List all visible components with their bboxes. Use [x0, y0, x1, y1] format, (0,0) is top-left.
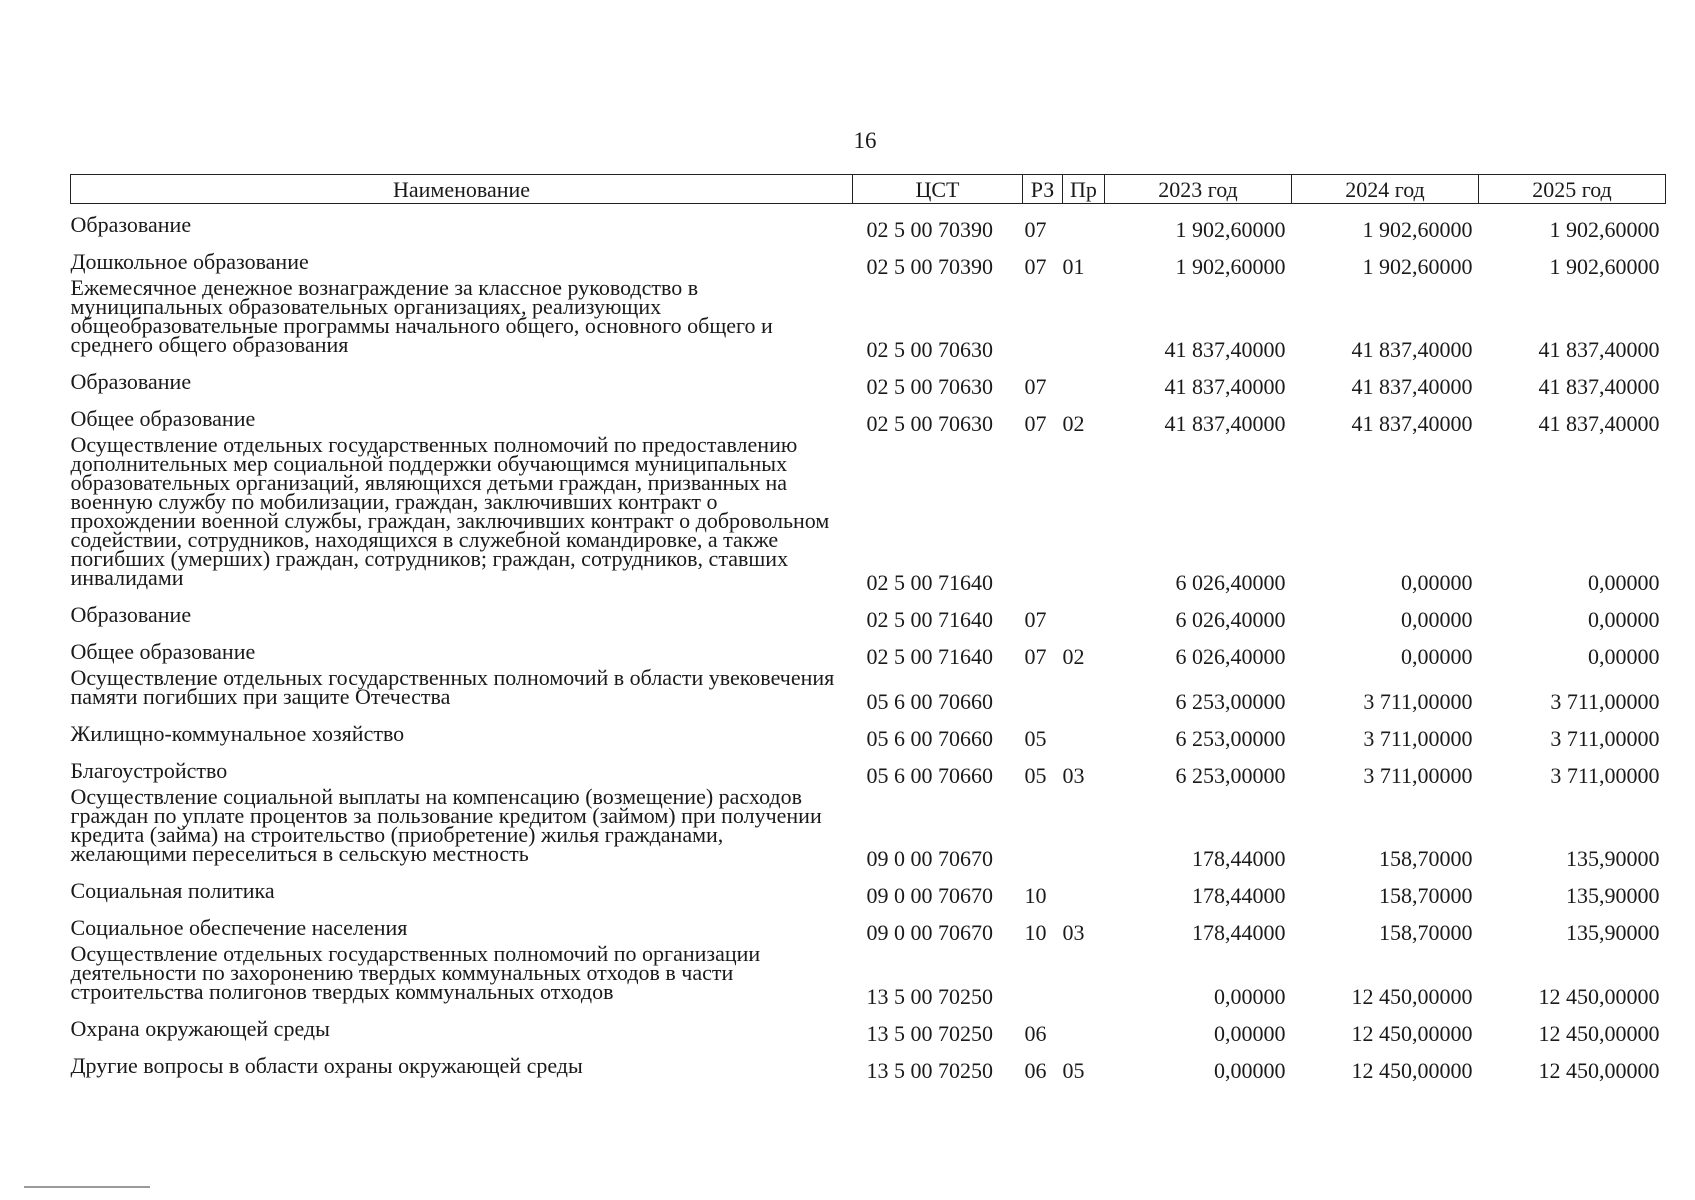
table-row — [71, 435, 1666, 594]
budget-table — [70, 174, 1666, 1082]
row-2023: 41 837,40000 — [1164, 374, 1286, 399]
row-2023: 178,44000 — [1192, 883, 1286, 908]
row-2025: 41 837,40000 — [1538, 374, 1660, 399]
row-rz: 07 — [1024, 644, 1047, 669]
row-pr — [1063, 1008, 1105, 1045]
table-row — [71, 870, 1666, 907]
row-name: Благоустройство — [70, 758, 228, 783]
row-2024: 1 902,60000 — [1362, 217, 1473, 242]
row-name: Другие вопросы в области охраны окружающей среды — [70, 1053, 583, 1078]
row-2025: 12 450,00000 — [1538, 1058, 1660, 1083]
row-2024: 3 711,00000 — [1363, 689, 1473, 714]
table-row — [71, 1008, 1666, 1045]
row-cst: 05 6 00 70660 — [866, 689, 993, 714]
row-2024: 1 902,60000 — [1362, 254, 1473, 279]
row-name: Осуществление социальной выплаты на компенсацию (возмещение) расходов граждан по уплате процентов за пользование кредитом (займом) при получении кредита (займа) на строительство (приобретение) жилья гражданами, желающими переселиться в сельскую местность — [70, 784, 822, 866]
row-pr: 05 — [1062, 1058, 1085, 1083]
row-rz — [1023, 668, 1063, 713]
row-pr — [1063, 594, 1105, 631]
row-2023: 178,44000 — [1192, 846, 1286, 871]
row-rz: 10 — [1024, 920, 1047, 945]
row-cst: 05 6 00 70660 — [866, 763, 993, 788]
row-name: Осуществление отдельных государственных полномочий по организации деятельности по захоронению твердых коммунальных отходов в части строительства полигонов твердых коммунальных отходов — [70, 941, 761, 1004]
row-cst: 02 5 00 70390 — [866, 217, 993, 242]
row-name: Жилищно-коммунальное хозяйство — [70, 721, 405, 746]
header-2023: 2023 год — [1105, 175, 1292, 204]
row-2023: 1 902,60000 — [1175, 254, 1286, 279]
row-2024: 41 837,40000 — [1351, 411, 1473, 436]
row-2023: 6 253,00000 — [1175, 726, 1286, 751]
row-rz: 10 — [1024, 883, 1047, 908]
table-row — [71, 1045, 1666, 1082]
table-row — [71, 907, 1666, 944]
scan-edge-line — [24, 1186, 150, 1188]
table-row — [71, 398, 1666, 435]
table-row — [71, 668, 1666, 713]
row-cst: 02 5 00 71640 — [866, 644, 993, 669]
header-pr: Пр — [1063, 175, 1105, 204]
row-rz: 07 — [1024, 607, 1047, 632]
row-2023: 0,00000 — [1214, 1058, 1286, 1083]
row-2023: 1 902,60000 — [1175, 217, 1286, 242]
row-2023: 6 026,40000 — [1175, 607, 1286, 632]
row-rz: 07 — [1024, 374, 1047, 399]
row-rz: 07 — [1024, 217, 1047, 242]
row-2024: 158,70000 — [1379, 846, 1473, 871]
row-name: Дошкольное образование — [70, 249, 309, 274]
header-cst: ЦСТ — [853, 175, 1023, 204]
row-name: Осуществление отдельных государственных полномочий по предоставлению дополнительных мер социальной поддержки обучающимся муниципальных образовательных организаций, являющихся детьми граждан, призванных на военную службу по мобилизации, граждан, заключивших контракт о прохождении военной службы, граждан, заключивших контракт о добровольном содействии, сотрудников, находящихся в служебной командировке, а также погибших (умерших) граждан, сотрудников; граждан, сотрудников, ставших инвалидами — [70, 432, 830, 590]
header-2024: 2024 год — [1292, 175, 1479, 204]
row-2023: 6 026,40000 — [1175, 570, 1286, 595]
row-cst: 13 5 00 70250 — [866, 984, 993, 1009]
row-2025: 0,00000 — [1588, 607, 1660, 632]
row-rz: 07 — [1024, 254, 1047, 279]
row-pr — [1063, 787, 1105, 870]
row-pr — [1063, 944, 1105, 1008]
row-2023: 6 026,40000 — [1175, 644, 1286, 669]
row-2024: 3 711,00000 — [1363, 726, 1473, 751]
row-cst: 02 5 00 70390 — [866, 254, 993, 279]
row-2025: 12 450,00000 — [1538, 1021, 1660, 1046]
row-2025: 0,00000 — [1588, 644, 1660, 669]
row-2024: 158,70000 — [1379, 920, 1473, 945]
row-2024: 12 450,00000 — [1351, 1021, 1473, 1046]
row-cst: 13 5 00 70250 — [866, 1021, 993, 1046]
row-pr — [1063, 713, 1105, 750]
row-2024: 0,00000 — [1401, 570, 1473, 595]
row-pr: 02 — [1062, 644, 1085, 669]
row-2025: 135,90000 — [1566, 883, 1660, 908]
row-name: Образование — [70, 602, 192, 627]
table-header — [71, 175, 1666, 204]
row-2024: 0,00000 — [1401, 607, 1473, 632]
row-2024: 158,70000 — [1379, 883, 1473, 908]
row-rz: 06 — [1024, 1058, 1047, 1083]
row-cst: 09 0 00 70670 — [866, 883, 993, 908]
row-2024: 12 450,00000 — [1351, 1058, 1473, 1083]
row-pr: 03 — [1062, 920, 1085, 945]
row-name: Общее образование — [70, 406, 256, 431]
row-2024: 3 711,00000 — [1363, 763, 1473, 788]
row-2025: 0,00000 — [1588, 570, 1660, 595]
table-row — [71, 944, 1666, 1008]
row-2024: 41 837,40000 — [1351, 374, 1473, 399]
table-row — [71, 787, 1666, 870]
table-row — [71, 241, 1666, 278]
row-cst: 09 0 00 70670 — [866, 920, 993, 945]
page-number: 16 — [853, 128, 877, 153]
table-row — [71, 594, 1666, 631]
row-name: Общее образование — [70, 639, 256, 664]
row-rz — [1023, 278, 1063, 361]
row-2025: 1 902,60000 — [1549, 254, 1660, 279]
table-row — [71, 204, 1666, 242]
row-pr — [1063, 361, 1105, 398]
row-2023: 41 837,40000 — [1164, 411, 1286, 436]
row-2025: 135,90000 — [1566, 920, 1660, 945]
row-name: Социальное обеспечение населения — [70, 915, 408, 940]
row-2023: 6 253,00000 — [1175, 763, 1286, 788]
table-row — [71, 361, 1666, 398]
row-rz: 07 — [1024, 411, 1047, 436]
table-body — [71, 204, 1666, 1083]
row-2025: 41 837,40000 — [1538, 337, 1660, 362]
header-rz: РЗ — [1023, 175, 1063, 204]
row-pr — [1063, 870, 1105, 907]
row-rz — [1023, 944, 1063, 1008]
row-cst: 02 5 00 71640 — [866, 607, 993, 632]
row-2024: 0,00000 — [1401, 644, 1473, 669]
row-2025: 3 711,00000 — [1550, 689, 1660, 714]
row-2025: 3 711,00000 — [1550, 763, 1660, 788]
row-pr — [1063, 204, 1105, 242]
row-2023: 0,00000 — [1214, 984, 1286, 1009]
row-2025: 135,90000 — [1566, 846, 1660, 871]
row-cst: 13 5 00 70250 — [866, 1058, 993, 1083]
row-cst: 02 5 00 71640 — [866, 570, 993, 595]
row-cst: 02 5 00 70630 — [866, 411, 993, 436]
row-name: Ежемесячное денежное вознаграждение за классное руководство в муниципальных образовательных организациях, реализующих общеобразовательные программы начального общего, основного общего и среднего общего образования — [70, 275, 773, 357]
table-row — [71, 631, 1666, 668]
row-name: Осуществление отдельных государственных полномочий в области увековечения памяти погибших при защите Отечества — [70, 665, 835, 709]
table-row — [71, 278, 1666, 361]
row-cst: 02 5 00 70630 — [866, 337, 993, 362]
row-2025: 41 837,40000 — [1538, 411, 1660, 436]
row-pr — [1063, 278, 1105, 361]
row-2023: 41 837,40000 — [1164, 337, 1286, 362]
row-name: Образование — [70, 212, 192, 237]
row-rz: 06 — [1024, 1021, 1047, 1046]
row-cst: 05 6 00 70660 — [866, 726, 993, 751]
row-2025: 1 902,60000 — [1549, 217, 1660, 242]
row-rz — [1023, 787, 1063, 870]
table-row — [71, 713, 1666, 750]
row-rz: 05 — [1024, 726, 1047, 751]
row-name: Охрана окружающей среды — [70, 1016, 330, 1041]
row-2023: 6 253,00000 — [1175, 689, 1286, 714]
row-2025: 3 711,00000 — [1550, 726, 1660, 751]
row-2025: 12 450,00000 — [1538, 984, 1660, 1009]
header-name: Наименование — [71, 175, 853, 204]
row-pr — [1063, 435, 1105, 594]
row-2024: 41 837,40000 — [1351, 337, 1473, 362]
row-2023: 0,00000 — [1214, 1021, 1286, 1046]
row-pr: 03 — [1062, 763, 1085, 788]
row-pr: 02 — [1062, 411, 1085, 436]
row-cst: 02 5 00 70630 — [866, 374, 993, 399]
row-name: Социальная политика — [70, 878, 275, 903]
row-cst: 09 0 00 70670 — [866, 846, 993, 871]
row-2024: 12 450,00000 — [1351, 984, 1473, 1009]
row-name: Образование — [70, 369, 192, 394]
row-rz: 05 — [1024, 763, 1047, 788]
row-rz — [1023, 435, 1063, 594]
row-pr — [1063, 668, 1105, 713]
table-row — [71, 750, 1666, 787]
row-2023: 178,44000 — [1192, 920, 1286, 945]
header-2025: 2025 год — [1479, 175, 1666, 204]
row-pr: 01 — [1062, 254, 1085, 279]
